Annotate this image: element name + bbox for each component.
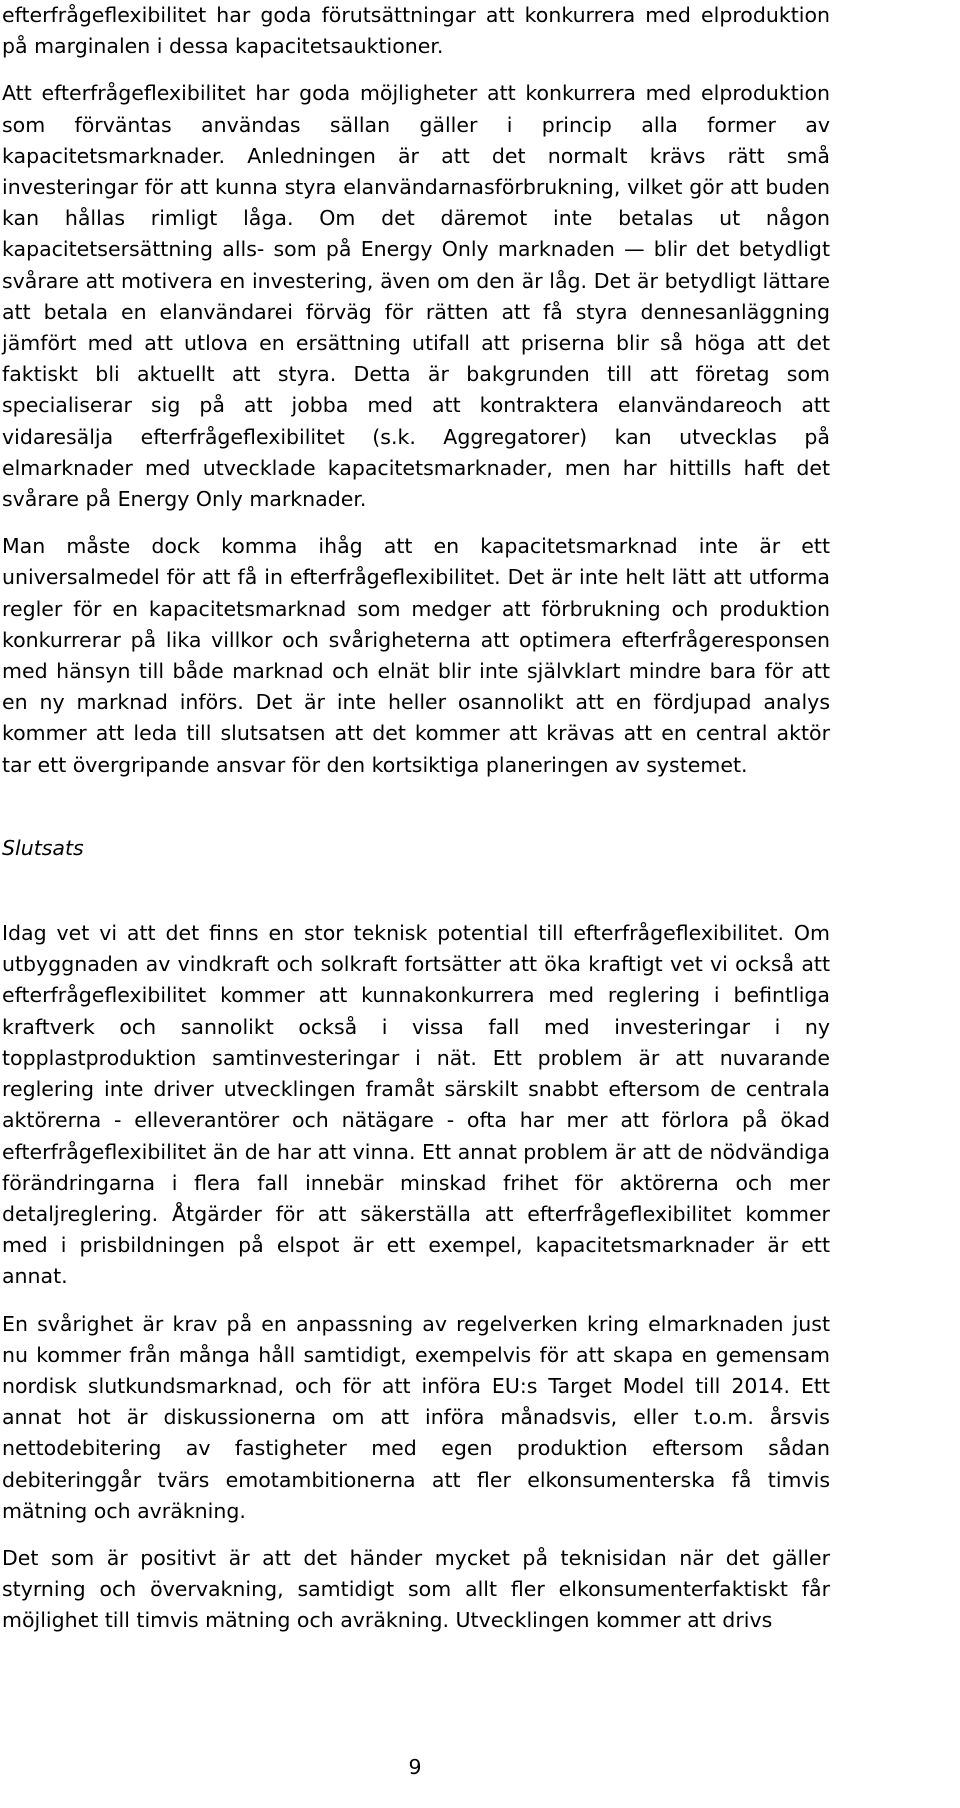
paragraph-capacity-market-caveat: Man måste dock komma ihåg att en kapacitetsmarknad inte är ett universalmedel för att få in efterfrågeflexibilitet. Det är inte helt lätt att utforma regler för en kapacitetsmarknad som medger att förbrukning och produktion konkurrerar på lika villkor och svårigheterna att optimera efterfrågeresponsen med hänsyn till både marknad och elnät blir inte självklart mindre bara för att en ny marknad införs. Det är inte heller osannolikt att en fördjupad analys kommer att leda till slutsatsen att det kommer att krävas att en central aktör tar ett övergripande ansvar för den kortsiktiga planeringen av systemet. bbox=[2, 534, 830, 777]
page-number: 9 bbox=[408, 1755, 422, 1779]
paragraph-conclusion-potential: Idag vet vi att det finns en stor teknisk potential till efterfrågeflexibilitet. Om utbyggnaden av vindkraft och solkraft fortsätter att öka kraftigt vet vi också att efterfrågeflexibilitet kommer att kunnakonkurrera med reglering i befintliga kraftverk och sannolikt också i vissa fall med investeringar i ny topplastproduktion samtinvesteringar i nät. Ett problem är att nuvarande reglering inte driver utvecklingen framåt särskilt snabbt eftersom de centrala aktörerna - elleverantörer och nätägare - ofta har mer att förlora på ökad efterfrågeflexibilitet än de har att vinna. Ett annat problem är att de nödvändiga förändringarna i flera fall innebär minskad frihet för aktörerna och mer detaljreglering. Åtgärder för att säkerställa att efterfrågeflexibilitet kommer med i prisbildningen på elspot är ett exempel, kapacitetsmarknader är ett annat. bbox=[2, 921, 830, 1289]
section-heading-conclusion: Slutsats bbox=[2, 835, 84, 860]
paragraph-flexibility-capacity: Att efterfrågeflexibilitet har goda möjligheter att konkurrera med elproduktion som förväntas användas sällan gäller i princip alla former av kapacitetsmarknader. Anledningen är att det normalt krävs rätt små investeringar för att kunna styra elanvändarnasförbrukning, vilket gör att buden kan hållas rimligt låga. Om det däremot inte betalas ut någon kapacitetsersättning alls- som på Energy Only marknaden — blir det betydligt svårare att motivera en investering, även om den är låg. Det är betydligt lättare att betala en elanvändarei förväg för rätten att få styra dennesanläggning jämfört med att utlova en ersättning utifall att priserna blir så höga att det faktiskt bli aktuellt att styra. Detta är bakgrunden till att företag som specialiserar sig på att jobba med att kontraktera elanvändareoch att vidaresälja efterfrågeflexibilitet (s.k. Aggregatorer) kan utvecklas på elmarknader med utvecklade kapacitetsmarknader, men har hittills haft det svårare på Energy Only marknader. bbox=[2, 81, 830, 512]
document-body bbox=[2, 0, 830, 1637]
paragraph-conclusion-difficulty: En svårighet är krav på en anpassning av regelverken kring elmarknaden just nu kommer från många håll samtidigt, exempelvis för att skapa en gemensam nordisk slutkundsmarknad, och för att införa EU:s Target Model till 2014. Ett annat hot är diskussionerna om att införa månadsvis, eller t.o.m. årsvis nettodebitering av fastigheter med egen produktion eftersom sådan debiteringgår tvärs emotambitionerna att fler elkonsumenterska få timvis mätning och avräkning. bbox=[2, 1311, 830, 1523]
paragraph-continuation: efterfrågeflexibilitet har goda förutsättningar att konkurrera med elproduktion på marginalen i dessa kapacitetsauktioner. bbox=[2, 3, 830, 59]
paragraph-conclusion-positive: Det som är positivt är att det händer mycket på teknisidan när det gäller styrning och övervakning, samtidigt som allt fler elkonsumenterfaktiskt får möjlighet till timvis mätning och avräkning. Utvecklingen kommer att drivs bbox=[2, 1545, 830, 1633]
